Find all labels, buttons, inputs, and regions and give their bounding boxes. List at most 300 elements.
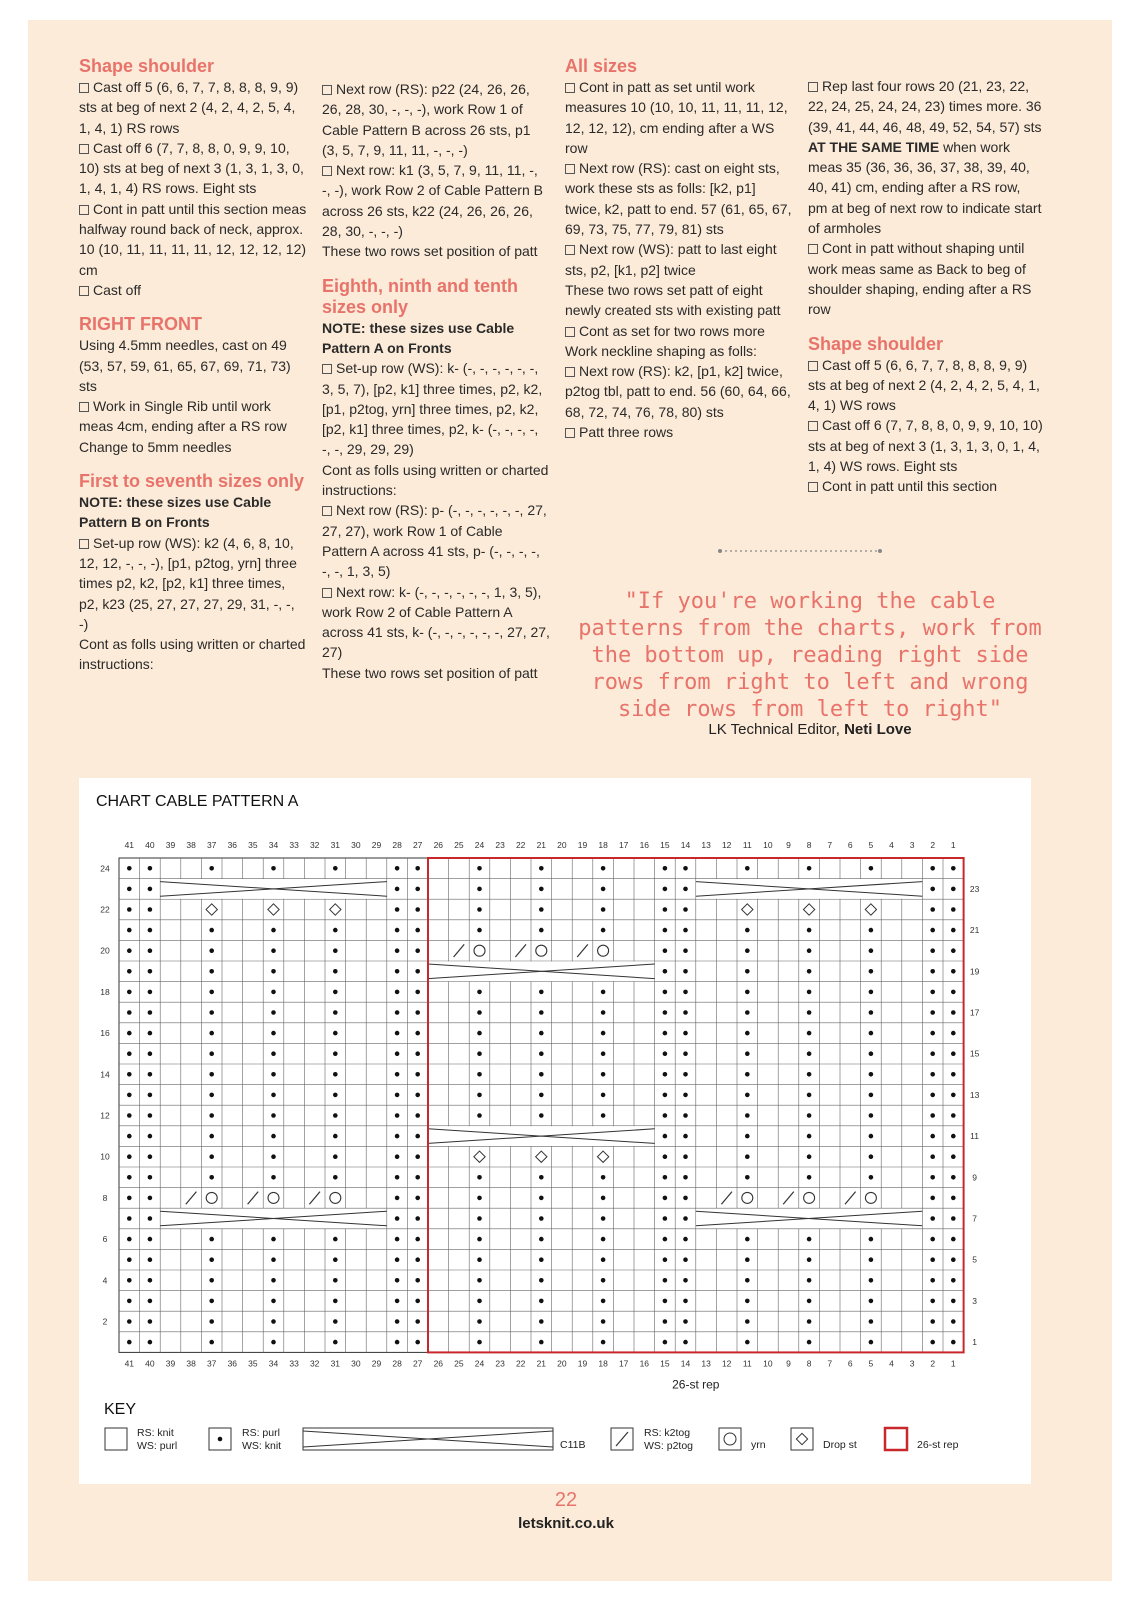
- purl-dot: [869, 1113, 874, 1118]
- purl-dot: [148, 969, 153, 974]
- purl-dot: [745, 1278, 750, 1283]
- column-number: 4: [889, 1358, 894, 1369]
- purl-dot: [951, 990, 956, 995]
- purl-dot: [209, 1154, 214, 1159]
- purl-dot: [807, 1257, 812, 1262]
- purl-dot: [951, 887, 956, 892]
- purl-dot: [127, 1196, 132, 1201]
- purl-dot: [683, 1051, 688, 1056]
- column-number: 33: [289, 840, 299, 850]
- column-4: [808, 76, 1043, 497]
- purl-dot: [951, 1010, 956, 1015]
- purl-dot: [333, 1257, 338, 1262]
- instruction: Next row (RS): cast on eight sts, work these sts as folls: [k2, p1] twice, k2, patt to end. 57 (61, 65, 67, 69, 73, 75, 77, 79, 81) sts: [565, 160, 792, 238]
- purl-dot: [477, 990, 482, 995]
- purl-dot: [271, 1340, 276, 1345]
- column-number: 14: [680, 840, 691, 850]
- purl-dot: [683, 1072, 688, 1077]
- purl-dot: [127, 887, 132, 892]
- checkbox-icon[interactable]: [79, 402, 89, 412]
- purl-dot: [271, 1237, 276, 1242]
- purl-dot: [395, 1072, 400, 1077]
- row-number: 1: [972, 1337, 977, 1348]
- column-number: 37: [206, 840, 217, 850]
- purl-dot: [683, 1010, 688, 1015]
- purl-dot: [930, 1072, 935, 1077]
- repeat-label: 26-st rep: [672, 1377, 720, 1392]
- row-number: 24: [100, 863, 110, 874]
- purl-dot: [951, 1051, 956, 1056]
- purl-dot: [148, 1134, 153, 1139]
- row-number: 13: [969, 1089, 980, 1100]
- purl-dot: [127, 1113, 132, 1118]
- purl-dot: [663, 1113, 668, 1118]
- purl-dot: [415, 1113, 420, 1118]
- purl-dot: [148, 990, 153, 995]
- purl-dot: [271, 948, 276, 953]
- purl-dot: [930, 1216, 935, 1221]
- purl-dot: [415, 948, 420, 953]
- row-number: 21: [969, 925, 980, 936]
- purl-dot: [951, 1257, 956, 1262]
- checkbox-icon[interactable]: [808, 82, 818, 92]
- checkbox-icon[interactable]: [322, 166, 332, 176]
- purl-dot: [127, 1051, 132, 1056]
- purl-dot: [807, 948, 812, 953]
- purl-dot: [745, 928, 750, 933]
- column-number: 6: [847, 1358, 853, 1369]
- purl-dot: [663, 1257, 668, 1262]
- checkbox-icon[interactable]: [808, 244, 818, 254]
- column-number: 4: [889, 840, 894, 850]
- column-number: 13: [701, 1358, 711, 1369]
- purl-dot: [209, 990, 214, 995]
- checkbox-icon[interactable]: [565, 245, 575, 255]
- purl-dot: [395, 1175, 400, 1180]
- column-number: 32: [309, 1358, 320, 1369]
- purl-dot: [477, 1113, 482, 1118]
- purl-dot: [333, 1340, 338, 1345]
- key-title: KEY: [104, 1401, 137, 1418]
- row-number: 2: [102, 1316, 108, 1327]
- row-number: 23: [969, 883, 980, 894]
- instruction: Patt three rows: [565, 422, 795, 442]
- purl-dot: [683, 1154, 688, 1159]
- checkbox-icon[interactable]: [808, 482, 818, 492]
- checkbox-icon[interactable]: [322, 364, 332, 374]
- purl-dot: [477, 1278, 482, 1283]
- row-number: 3: [972, 1295, 977, 1306]
- purl-dot: [951, 928, 956, 933]
- column-number: 30: [351, 840, 361, 850]
- purl-dot: [271, 1154, 276, 1159]
- purl-dot: [415, 1031, 420, 1036]
- purl-dot: [930, 1113, 935, 1118]
- purl-dot: [271, 928, 276, 933]
- instruction: Cont in patt without shaping until work meas same as Back to beg of shoulder shaping, ending after a RS row: [808, 240, 1032, 318]
- purl-dot: [271, 1278, 276, 1283]
- column-number: 25: [454, 840, 464, 850]
- purl-dot: [663, 866, 668, 871]
- purl-dot: [539, 887, 544, 892]
- instruction: Change to 5mm needles: [79, 438, 232, 455]
- purl-dot: [395, 1051, 400, 1056]
- row-number: 22: [100, 904, 110, 915]
- purl-dot: [539, 1113, 544, 1118]
- checkbox-icon[interactable]: [565, 164, 575, 174]
- row-number: 10: [100, 1151, 110, 1162]
- purl-dot: [333, 969, 338, 974]
- instruction: Next row: k1 (3, 5, 7, 9, 11, 11, -, -, -), work Row 2 of Cable Pattern B across 26 sts, k22 (24, 26, 26, 26, 28, 30, -, -, -): [322, 162, 543, 240]
- purl-dot: [930, 1196, 935, 1201]
- checkbox-icon[interactable]: [79, 205, 89, 215]
- purl-dot: [148, 928, 153, 933]
- column-number: 26: [433, 1358, 444, 1369]
- instruction: Cast off 5 (6, 6, 7, 7, 8, 8, 8, 9, 9) sts at beg of next 2 (4, 2, 4, 2, 5, 4, 1, 4, 1) WS rows: [808, 356, 1040, 414]
- checkbox-icon[interactable]: [565, 83, 575, 93]
- purl-dot: [745, 948, 750, 953]
- instruction: Cast off: [79, 280, 307, 300]
- purl-dot: [415, 1175, 420, 1180]
- column-number: 9: [786, 1358, 791, 1369]
- purl-dot: [415, 1299, 420, 1304]
- purl-dot: [539, 928, 544, 933]
- key-label: WS: p2tog: [644, 1440, 694, 1452]
- instruction: These two rows set position of patt: [322, 243, 538, 260]
- purl-dot: [663, 1010, 668, 1015]
- purl-dot: [477, 866, 482, 871]
- purl-dot: [807, 1031, 812, 1036]
- column-number: 14: [680, 1358, 691, 1369]
- checkbox-icon[interactable]: [565, 327, 575, 337]
- purl-dot: [539, 1072, 544, 1077]
- column-number: 10: [763, 840, 773, 850]
- key-purl-dot: [218, 1437, 223, 1442]
- column-number: 17: [618, 840, 629, 850]
- purl-dot: [807, 1237, 812, 1242]
- instruction: Cont as folls using written or charted instructions:: [322, 461, 549, 499]
- purl-dot: [395, 866, 400, 871]
- purl-dot: [869, 1319, 874, 1324]
- instruction: Cast off 5 (6, 6, 7, 7, 8, 8, 8, 9, 9) sts at beg of next 2 (4, 2, 4, 2, 5, 4, 1, 4, 1) RS rows: [79, 79, 299, 136]
- checkbox-icon[interactable]: [322, 506, 332, 516]
- purl-dot: [333, 1154, 338, 1159]
- purl-dot: [395, 1093, 400, 1098]
- purl-dot: [395, 1196, 400, 1201]
- purl-dot: [930, 1237, 935, 1242]
- column-number: 31: [330, 840, 341, 850]
- column-number: 30: [351, 1358, 361, 1369]
- purl-dot: [683, 1175, 688, 1180]
- checkbox-icon[interactable]: [808, 361, 818, 371]
- purl-dot: [951, 1278, 956, 1283]
- purl-dot: [930, 1093, 935, 1098]
- purl-dot: [663, 907, 668, 912]
- column-number: 24: [474, 840, 485, 850]
- purl-dot: [415, 907, 420, 912]
- purl-dot: [415, 1196, 420, 1201]
- column-number: 35: [248, 840, 258, 850]
- column-number: 7: [827, 840, 833, 850]
- checkbox-icon[interactable]: [79, 144, 89, 154]
- purl-dot: [395, 969, 400, 974]
- purl-dot: [745, 1257, 750, 1262]
- purl-dot: [930, 1257, 935, 1262]
- purl-dot: [209, 1010, 214, 1015]
- purl-dot: [127, 948, 132, 953]
- purl-dot: [745, 1134, 750, 1139]
- purl-dot: [663, 928, 668, 933]
- purl-dot: [663, 1196, 668, 1201]
- purl-dot: [807, 1340, 812, 1345]
- purl-dot: [127, 866, 132, 871]
- note: NOTE: these sizes use Cable Pattern B on Fronts: [79, 494, 272, 531]
- purl-dot: [807, 1299, 812, 1304]
- purl-dot: [539, 1319, 544, 1324]
- purl-dot: [209, 1257, 214, 1262]
- checkbox-icon[interactable]: [79, 539, 89, 549]
- purl-dot: [745, 1175, 750, 1180]
- column-number: 10: [763, 1358, 773, 1369]
- purl-dot: [477, 1010, 482, 1015]
- purl-dot: [869, 969, 874, 974]
- purl-dot: [951, 1072, 956, 1077]
- purl-dot: [745, 990, 750, 995]
- purl-dot: [271, 1299, 276, 1304]
- purl-dot: [209, 1134, 214, 1139]
- column-number: 27: [412, 840, 423, 850]
- purl-dot: [930, 1175, 935, 1180]
- purl-dot: [415, 969, 420, 974]
- column-number: 26: [433, 840, 444, 850]
- purl-dot: [127, 1299, 132, 1304]
- purl-dot: [663, 1175, 668, 1180]
- purl-dot: [148, 1031, 153, 1036]
- column-number: 27: [412, 1358, 423, 1369]
- purl-dot: [601, 866, 606, 871]
- purl-dot: [209, 1278, 214, 1283]
- purl-dot: [745, 1093, 750, 1098]
- heading-all-sizes: All sizes: [565, 56, 638, 76]
- heading-shape-shoulder: Shape shoulder: [79, 56, 215, 76]
- purl-dot: [601, 1278, 606, 1283]
- purl-dot: [477, 1340, 482, 1345]
- instruction: Cast off 6 (7, 7, 8, 8, 0, 9, 9, 10, 10) sts at beg of next 3 (1, 3, 1, 3, 0, 1, 4, 1, 4) WS rows. Eight sts: [808, 417, 1043, 475]
- purl-dot: [333, 948, 338, 953]
- purl-dot: [601, 1072, 606, 1077]
- purl-dot: [869, 1051, 874, 1056]
- purl-dot: [148, 1278, 153, 1283]
- key-label: WS: knit: [242, 1440, 282, 1452]
- checkbox-icon[interactable]: [79, 83, 89, 93]
- purl-dot: [127, 1175, 132, 1180]
- purl-dot: [601, 1257, 606, 1262]
- purl-dot: [951, 1134, 956, 1139]
- purl-dot: [951, 1299, 956, 1304]
- row-number: 14: [100, 1069, 110, 1080]
- purl-dot: [148, 1319, 153, 1324]
- instruction: Using 4.5mm needles, cast on 49 (53, 57, 59, 61, 65, 67, 69, 71, 73) sts: [79, 337, 291, 394]
- column-number: 22: [515, 840, 526, 850]
- column-1: [79, 56, 307, 675]
- purl-dot: [663, 1299, 668, 1304]
- purl-dot: [951, 969, 956, 974]
- purl-dot: [271, 1113, 276, 1118]
- purl-dot: [663, 948, 668, 953]
- purl-dot: [683, 969, 688, 974]
- instruction: Cont in patt as set until work measures 10 (10, 10, 11, 11, 11, 12, 12, 12, 12), cm ending after a WS row: [565, 79, 788, 156]
- purl-dot: [209, 1237, 214, 1242]
- purl-dot: [807, 1051, 812, 1056]
- purl-dot: [601, 1196, 606, 1201]
- key-label: RS: purl: [242, 1427, 280, 1439]
- purl-dot: [209, 928, 214, 933]
- purl-dot: [951, 1340, 956, 1345]
- purl-dot: [127, 1134, 132, 1139]
- purl-dot: [745, 1340, 750, 1345]
- column-number: 9: [786, 840, 791, 850]
- instruction: Cont as set for two rows more: [565, 321, 795, 341]
- purl-dot: [127, 1340, 132, 1345]
- purl-dot: [663, 1216, 668, 1221]
- column-number: 13: [701, 840, 711, 850]
- purl-dot: [951, 1196, 956, 1201]
- purl-dot: [951, 1216, 956, 1221]
- column-number: 19: [577, 840, 588, 850]
- purl-dot: [601, 1051, 606, 1056]
- purl-dot: [601, 1031, 606, 1036]
- purl-dot: [539, 1278, 544, 1283]
- purl-dot: [807, 1010, 812, 1015]
- purl-dot: [807, 990, 812, 995]
- purl-dot: [209, 1093, 214, 1098]
- purl-dot: [807, 1319, 812, 1324]
- purl-dot: [539, 1093, 544, 1098]
- purl-dot: [683, 1278, 688, 1283]
- checkbox-icon[interactable]: [79, 286, 89, 296]
- purl-dot: [930, 1278, 935, 1283]
- purl-dot: [539, 1051, 544, 1056]
- purl-dot: [415, 1134, 420, 1139]
- purl-dot: [395, 1319, 400, 1324]
- purl-dot: [148, 1299, 153, 1304]
- key-label: WS: purl: [137, 1440, 178, 1452]
- purl-dot: [415, 1319, 420, 1324]
- purl-dot: [869, 928, 874, 933]
- purl-dot: [807, 1093, 812, 1098]
- purl-dot: [683, 1257, 688, 1262]
- purl-dot: [601, 1010, 606, 1015]
- key-label: Drop st: [823, 1439, 857, 1451]
- purl-dot: [333, 1237, 338, 1242]
- purl-dot: [930, 1340, 935, 1345]
- purl-dot: [271, 1072, 276, 1077]
- purl-dot: [415, 1340, 420, 1345]
- purl-dot: [601, 1113, 606, 1118]
- purl-dot: [395, 1134, 400, 1139]
- purl-dot: [869, 948, 874, 953]
- purl-dot: [683, 948, 688, 953]
- purl-dot: [869, 1010, 874, 1015]
- purl-dot: [683, 1237, 688, 1242]
- purl-dot: [601, 1175, 606, 1180]
- purl-dot: [807, 1113, 812, 1118]
- purl-dot: [148, 1175, 153, 1180]
- purl-dot: [415, 1216, 420, 1221]
- purl-dot: [930, 1154, 935, 1159]
- checkbox-icon[interactable]: [565, 367, 575, 377]
- purl-dot: [663, 1237, 668, 1242]
- purl-dot: [951, 1175, 956, 1180]
- purl-dot: [395, 887, 400, 892]
- purl-dot: [477, 887, 482, 892]
- column-number: 8: [806, 1358, 812, 1369]
- purl-dot: [930, 1010, 935, 1015]
- purl-dot: [127, 1216, 132, 1221]
- chart-title: CHART CABLE PATTERN A: [96, 793, 299, 810]
- purl-dot: [333, 1319, 338, 1324]
- purl-dot: [683, 990, 688, 995]
- purl-dot: [869, 1237, 874, 1242]
- site-url[interactable]: letsknit.co.uk: [518, 1515, 614, 1532]
- key-yrn-box: [719, 1428, 741, 1450]
- purl-dot: [477, 1093, 482, 1098]
- checkbox-icon[interactable]: [322, 85, 332, 95]
- purl-dot: [209, 969, 214, 974]
- purl-dot: [683, 866, 688, 871]
- checkbox-icon[interactable]: [808, 421, 818, 431]
- row-number: 9: [972, 1172, 977, 1183]
- purl-dot: [271, 1093, 276, 1098]
- key-label: yrn: [751, 1439, 766, 1451]
- purl-dot: [683, 1031, 688, 1036]
- column-number: 23: [495, 840, 505, 850]
- purl-dot: [930, 887, 935, 892]
- purl-dot: [271, 1031, 276, 1036]
- column-number: 1: [950, 840, 956, 850]
- purl-dot: [415, 1010, 420, 1015]
- column-number: 28: [392, 1358, 402, 1369]
- purl-dot: [745, 969, 750, 974]
- checkbox-icon[interactable]: [565, 428, 575, 438]
- purl-dot: [148, 907, 153, 912]
- purl-dot: [477, 1051, 482, 1056]
- purl-dot: [807, 1175, 812, 1180]
- column-number: 24: [474, 1358, 485, 1369]
- purl-dot: [271, 1010, 276, 1015]
- purl-dot: [477, 1237, 482, 1242]
- purl-dot: [807, 866, 812, 871]
- checkbox-icon[interactable]: [322, 588, 332, 598]
- column-number: 8: [806, 840, 812, 850]
- purl-dot: [745, 1072, 750, 1077]
- purl-dot: [601, 907, 606, 912]
- purl-dot: [333, 866, 338, 871]
- instruction: Next row (RS): p- (-, -, -, -, -, -, 27, 27, 27), work Row 1 of Cable Pattern A across 41 sts, p- (-, -, -, -, -, -, 1, 3, 5): [322, 502, 547, 580]
- column-number: 40: [145, 840, 155, 850]
- instruction: Cont in patt until this section: [808, 476, 1043, 496]
- purl-dot: [539, 907, 544, 912]
- instruction: Next row (RS): k2, [p1, k2] twice, p2tog tbl, patt to end. 56 (60, 64, 66, 68, 72, 74, 76, 78, 80) sts: [565, 363, 791, 420]
- purl-dot: [869, 866, 874, 871]
- purl-dot: [148, 1010, 153, 1015]
- quote-attribution: LK Technical Editor, Neti Love: [708, 721, 912, 738]
- purl-dot: [148, 1051, 153, 1056]
- purl-dot: [745, 1299, 750, 1304]
- purl-dot: [477, 1319, 482, 1324]
- purl-dot: [127, 1154, 132, 1159]
- purl-dot: [395, 907, 400, 912]
